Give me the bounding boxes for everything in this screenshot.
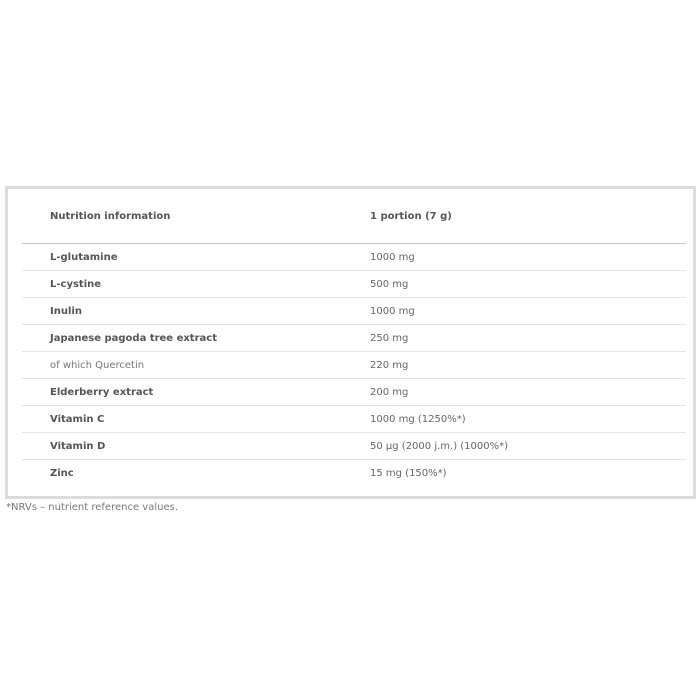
row-name: Elderberry extract [50, 387, 154, 398]
row-value: 250 mg [370, 333, 409, 344]
table-row [22, 406, 686, 433]
nutrition-table [5, 186, 696, 499]
row-name: of which Quercetin [50, 360, 145, 371]
row-value: 50 µg (2000 j.m.) (1000%*) [370, 441, 509, 452]
row-value: 200 mg [370, 387, 409, 398]
header-portion: 1 portion (7 g) [370, 211, 452, 222]
table-row [22, 379, 686, 406]
row-value: 1000 mg [370, 306, 415, 317]
row-name: Vitamin D [50, 441, 106, 452]
row-value: 1000 mg [370, 252, 415, 263]
table-row [22, 271, 686, 298]
header-nutrition-information: Nutrition information [50, 211, 171, 222]
table-header [22, 189, 686, 244]
table-row [22, 298, 686, 325]
table-row [22, 352, 686, 379]
row-value: 15 mg (150%*) [370, 468, 447, 479]
row-value: 500 mg [370, 279, 409, 290]
footnote: *NRVs – nutrient reference values. [6, 502, 178, 513]
row-name: Japanese pagoda tree extract [50, 333, 217, 344]
table-row [22, 325, 686, 352]
row-name: Zinc [50, 468, 74, 479]
table-row [22, 460, 686, 486]
row-name: Vitamin C [50, 414, 105, 425]
table-row [22, 244, 686, 271]
row-name: L-glutamine [50, 252, 118, 263]
table-row [22, 433, 686, 460]
row-name: L-cystine [50, 279, 102, 290]
row-value: 220 mg [370, 360, 409, 371]
row-name: Inulin [50, 306, 82, 317]
row-value: 1000 mg (1250%*) [370, 414, 466, 425]
table-body [22, 244, 686, 486]
